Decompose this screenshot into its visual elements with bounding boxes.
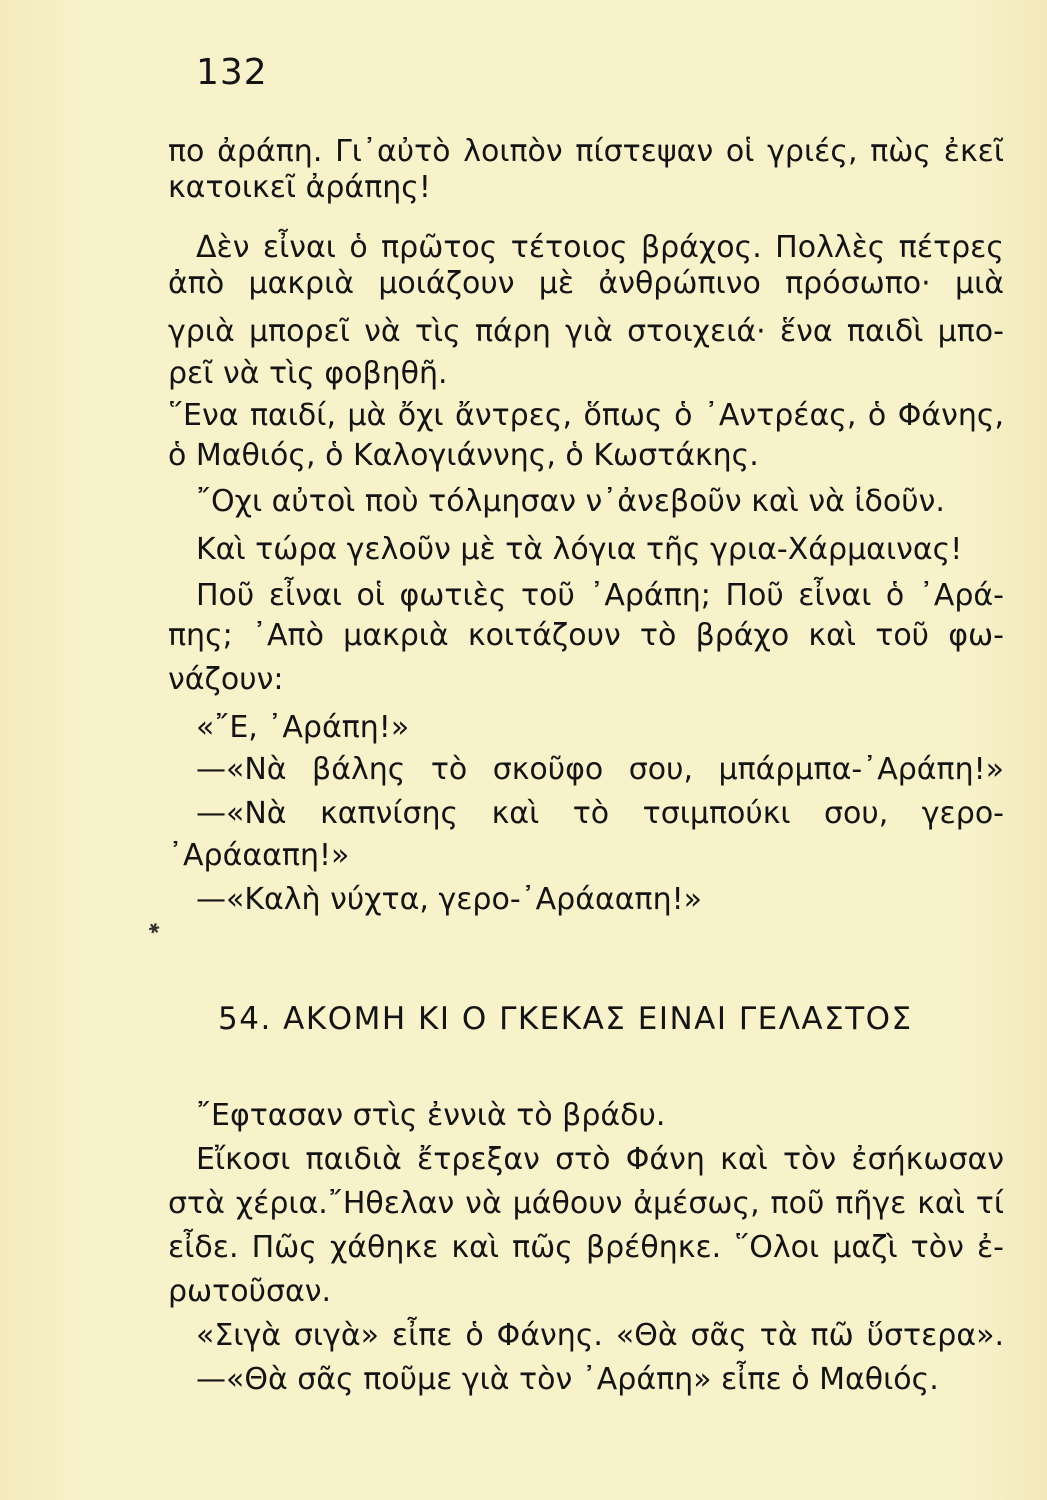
text-line: —«Νὰ βάλης τὸ σκοῦφο σου, μπάρμπα-᾿Αράπη!» <box>196 752 1004 787</box>
text-line: ῎Εφτασαν στὶς ἐννιὰ τὸ βράδυ. <box>196 1098 666 1133</box>
text-line: πης; ᾿Απὸ μακριὰ κοιτάζουν τὸ βράχο καὶ τοῦ φω- <box>168 618 1004 653</box>
text-line: Καὶ τώρα γελοῦν μὲ τὰ λόγια τῆς γρια-Χάρμαινας! <box>196 532 963 567</box>
text-line: ρεῖ νὰ τὶς φοβηθῆ. <box>168 356 448 391</box>
text-line: πο ἀράπη. Γι᾿αὐτὸ λοιπὸν πίστεψαν οἱ γριές, πὼς ἐκεῖ <box>168 134 1004 169</box>
text-line: Δὲν εἶναι ὁ πρῶτος τέτοιος βράχος. Πολλὲς πέτρες <box>196 230 1004 265</box>
text-line: Εἴκοσι παιδιὰ ἔτρεξαν στὸ Φάνη καὶ τὸν ἐσήκωσαν <box>196 1142 1004 1177</box>
text-line: —«Νὰ καπνίσης καὶ τὸ τσιμπούκι σου, γερο- <box>196 796 1004 831</box>
text-line: ᾿Αράααπη!» <box>168 838 350 873</box>
ink-mark: ✱ <box>145 919 163 939</box>
text-line: εἶδε. Πῶς χάθηκε καὶ πῶς βρέθηκε. ῞Ολοι μαζὶ τὸν ἐ- <box>168 1230 1004 1265</box>
text-line: ἀπὸ μακριὰ μοιάζουν μὲ ἀνθρώπινο πρόσωπο· μιὰ <box>168 266 1004 301</box>
text-line: ῎Οχι αὐτοὶ ποὺ τόλμησαν ν᾿ἀνεβοῦν καὶ νὰ ἰδοῦν. <box>196 484 945 519</box>
text-line: νάζουν: <box>168 662 284 697</box>
text-line: ρωτοῦσαν. <box>168 1274 332 1309</box>
text-line: κατοικεῖ ἀράπης! <box>168 170 431 205</box>
text-line: «῎Ε, ᾿Αράπη!» <box>196 710 410 745</box>
text-line: Ποῦ εἶναι οἱ φωτιὲς τοῦ ᾿Αράπη; Ποῦ εἶναι ὁ ᾿Αρά- <box>196 578 1004 613</box>
text-line: γριὰ μπορεῖ νὰ τὶς πάρη γιὰ στοιχειά· ἕνα παιδὶ μπο- <box>168 314 1004 349</box>
text-line: «Σιγὰ σιγὰ» εἶπε ὁ Φάνης. «Θὰ σᾶς τὰ πῶ ὕστερα». <box>196 1318 1004 1353</box>
text-line: —«Καλὴ νύχτα, γερο-᾿Αράααπη!» <box>196 882 703 917</box>
text-line: —«Θὰ σᾶς ποῦμε γιὰ τὸν ᾿Αράπη» εἶπε ὁ Μαθιός. <box>196 1362 939 1397</box>
text-line: στὰ χέρια.῎Ηθελαν νὰ μάθουν ἀμέσως, ποῦ πῆγε καὶ τί <box>168 1186 1004 1221</box>
page-number: 132 <box>196 52 268 93</box>
text-line: ῞Ενα παιδί, μὰ ὄχι ἄντρες, ὅπως ὁ ᾿Αντρέας, ὁ Φάνης, <box>168 398 1004 433</box>
text-line: ὁ Μαθιός, ὁ Καλογιάννης, ὁ Κωστάκης. <box>168 438 759 473</box>
chapter-heading: 54. ΑΚΟΜΗ ΚΙ Ο ΓΚΕΚΑΣ ΕΙΝΑΙ ΓΕΛΑΣΤΟΣ <box>218 1001 913 1037</box>
